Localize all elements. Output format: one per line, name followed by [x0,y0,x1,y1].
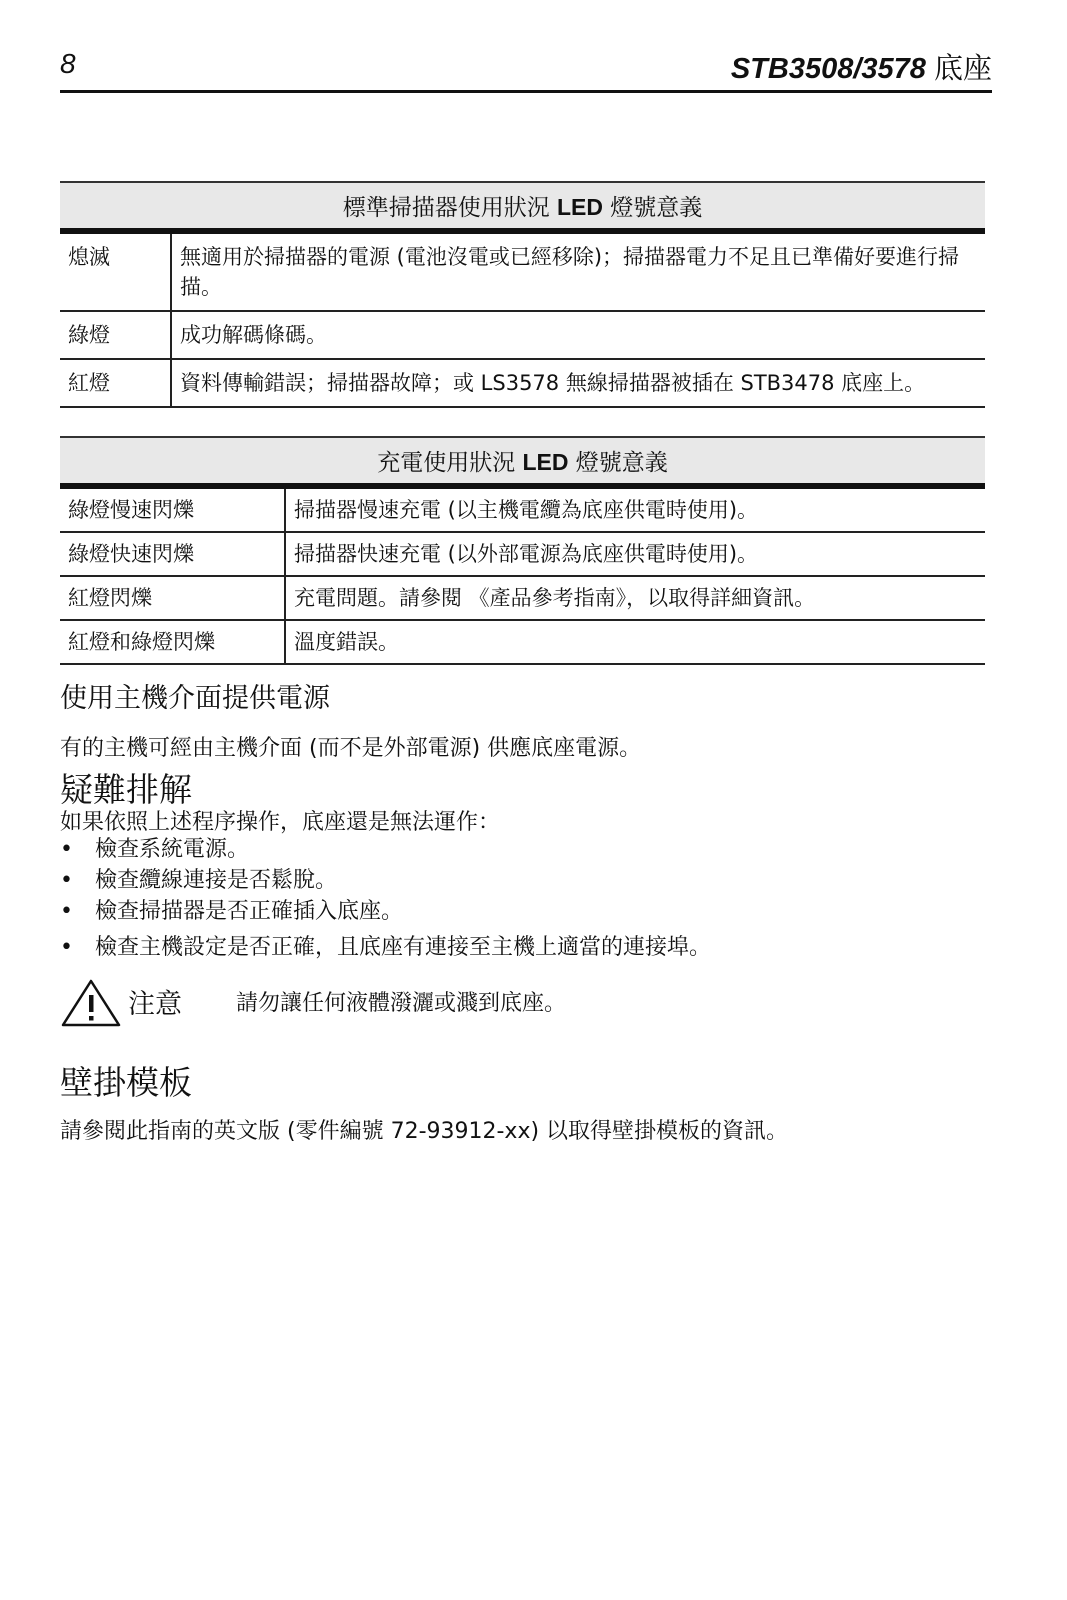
led-state: 綠燈 [60,311,171,359]
scanner-led-table-title-pre: 標準掃描器使用狀況 [342,195,557,221]
charging-state: 紅燈和綠燈閃爍 [60,620,285,664]
table-row [60,489,985,532]
host-power-heading: 使用主機介面提供電源 [60,683,330,714]
bullet-icon: • [60,935,73,960]
list-item [60,865,711,896]
charging-led-table-title-pre: 充電使用狀況 [377,450,523,476]
list-item-text: 檢查纜線連接是否鬆脫。 [95,868,338,893]
caution-text: 請勿讓任何液體潑灑或濺到底座。 [236,991,567,1016]
document-title-model: STB3508/3578 [730,53,926,85]
charging-state: 紅燈閃爍 [60,576,285,620]
led-meaning: 成功解碼條碼。 [171,311,985,359]
charging-led-table [60,436,985,665]
caution-note [60,978,860,1028]
list-item [60,932,711,963]
charging-state: 綠燈快速閃爍 [60,532,285,576]
charging-led-table-title [60,436,985,489]
scanner-led-table-title-led: LED [557,194,603,220]
table-row [60,359,985,407]
warning-triangle-icon [60,978,122,1028]
charging-meaning: 充電問題。請參閱 《產品參考指南》，以取得詳細資訊。 [285,576,985,620]
page-number: 8 [60,48,76,79]
bullet-icon: • [60,899,73,924]
charging-led-table-title-post: 燈號意義 [568,450,668,476]
charging-meaning: 掃描器慢速充電 (以主機電纜為底座供電時使用)。 [285,489,985,532]
list-item-text: 檢查系統電源。 [95,837,250,862]
table-row [60,532,985,576]
list-item [60,834,711,865]
table-row [60,620,985,664]
caution-label: 注意 [128,989,182,1020]
troubleshooting-intro: 如果依照上述程序操作，底座還是無法運作： [60,810,501,835]
wall-mount-text: 請參閱此指南的英文版 (零件編號 72-93912-xx) 以取得壁掛模板的資訊。 [60,1119,789,1144]
led-state: 紅燈 [60,359,171,407]
scanner-led-table-title-post: 燈號意義 [603,195,703,221]
charging-meaning: 掃描器快速充電 (以外部電源為底座供電時使用)。 [285,532,985,576]
charging-led-table-title-led: LED [522,449,569,475]
table-row [60,576,985,620]
list-item [60,896,711,927]
charging-meaning: 溫度錯誤。 [285,620,985,664]
troubleshooting-list [60,834,711,963]
troubleshooting-heading: 疑難排解 [60,770,192,809]
scanner-led-table [60,181,985,408]
led-state: 熄滅 [60,234,171,311]
bullet-icon: • [60,868,73,893]
table-row [60,234,985,311]
led-meaning: 資料傳輸錯誤；掃描器故障；或 LS3578 無線掃描器被插在 STB3478 底座上。 [171,359,985,407]
page-header [60,44,992,93]
host-power-text: 有的主機可經由主機介面 (而不是外部電源) 供應底座電源。 [60,736,642,761]
bullet-icon: • [60,837,73,862]
list-item-text: 檢查掃描器是否正確插入底座。 [95,899,404,924]
wall-mount-heading: 壁掛模板 [60,1063,192,1102]
document-title [731,46,992,87]
list-item-text: 檢查主機設定是否正確，且底座有連接至主機上適當的連接埠。 [95,935,712,960]
document-title-suffix: 底座 [933,51,992,85]
charging-state: 綠燈慢速閃爍 [60,489,285,532]
scanner-led-table-title [60,181,985,234]
table-row [60,311,985,359]
led-meaning: 無適用於掃描器的電源 (電池沒電或已經移除)；掃描器電力不足且已準備好要進行掃描。 [171,234,985,311]
